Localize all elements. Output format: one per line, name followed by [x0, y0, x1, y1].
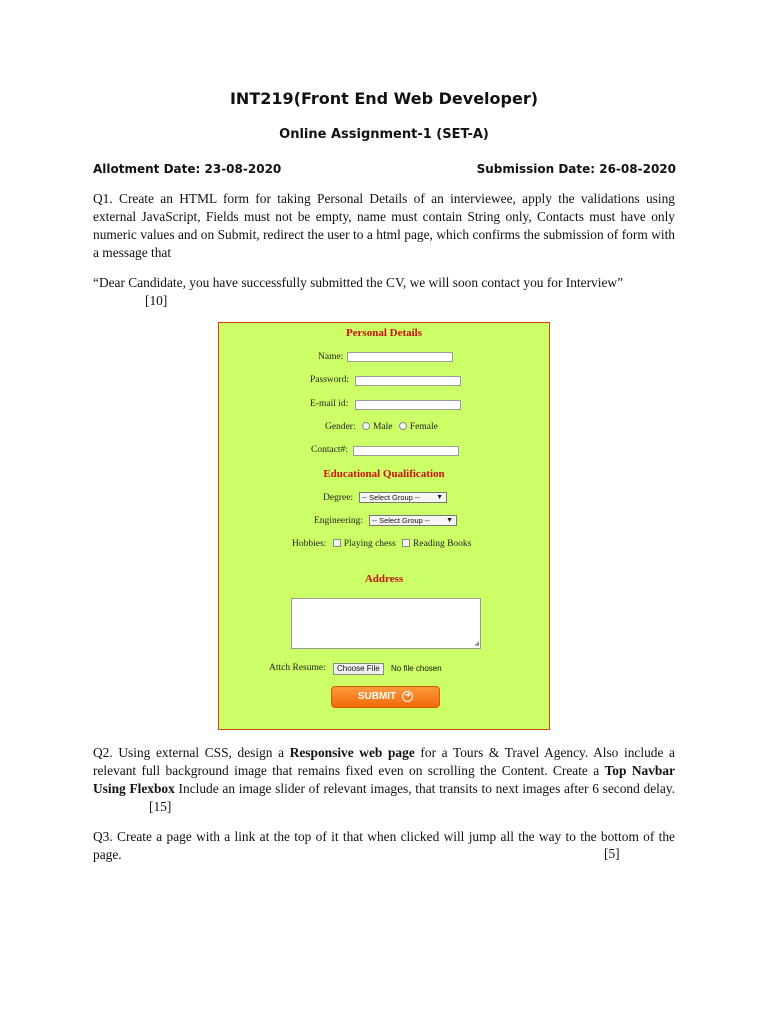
submit-button	[331, 686, 440, 708]
contact-label: Contact#:	[311, 445, 348, 455]
name-label: Name:	[318, 352, 344, 362]
gender-label: Gender:	[325, 422, 356, 432]
resume-label: Attch Resume:	[269, 663, 326, 673]
dates-row	[93, 162, 676, 176]
question-3-marks: [5]	[604, 846, 620, 861]
male-radio	[362, 422, 370, 430]
document-subtitle: Online Assignment-1 (SET-A)	[279, 127, 489, 142]
q2-bold-navbar: Top Navbar Using Flexbox	[93, 763, 675, 796]
email-label: E-mail id:	[310, 399, 349, 409]
chess-checkbox	[333, 539, 341, 547]
books-label: Reading Books	[413, 539, 472, 549]
chevron-down-icon: ▼	[436, 494, 443, 501]
personal-details-heading: Personal Details	[345, 327, 423, 339]
question-1-marks: [10]	[145, 293, 168, 308]
education-heading: Educational Qualification	[323, 468, 445, 480]
question-2-text	[93, 744, 675, 816]
female-label: Female	[409, 422, 438, 432]
name-input	[347, 352, 453, 362]
gender-row	[325, 422, 438, 432]
hobbies-row	[292, 539, 471, 549]
chess-label: Playing chess	[343, 539, 396, 549]
question-2-marks: [15]	[149, 799, 172, 814]
q2-bold-responsive: Responsive web page	[289, 745, 415, 760]
chevron-down-icon: ▼	[446, 517, 453, 524]
contact-input	[353, 446, 459, 456]
engineering-select	[369, 515, 457, 526]
books-checkbox	[402, 539, 410, 547]
question-1-text: Q1. Create an HTML form for taking Personal Details of an interviewee, apply the validations using external JavaScript, Fields must not be empty, name must contain String only, Contacts must have only numeric values and on Submit, redirect the user to a html page, which confirms the submission of form with a message that	[93, 191, 675, 260]
document-title: INT219(Front End Web Developer)	[229, 89, 539, 108]
hobbies-label: Hobbies:	[292, 539, 327, 549]
email-input	[355, 400, 461, 410]
allotment-date: Allotment Date: 23-08-2020	[93, 162, 282, 176]
resize-grip-icon: ◢	[474, 641, 479, 647]
no-file-text: No file chosen	[391, 664, 442, 673]
password-input	[355, 376, 461, 386]
personal-details-form-image	[218, 322, 550, 730]
question-1-quote: “Dear Candidate, you have successfully submitted the CV, we will soon contact you for Interview”	[93, 275, 624, 290]
engineering-label: Engineering:	[314, 516, 364, 526]
submit-label: SUBMIT	[357, 691, 397, 702]
degree-select-value: -- Select Group --	[362, 493, 420, 502]
degree-select	[359, 492, 447, 503]
submission-date: Submission Date: 26-08-2020	[476, 162, 676, 176]
engineering-select-value: -- Select Group --	[372, 516, 430, 525]
arrow-right-circle-icon: ➜	[402, 691, 413, 702]
q2-suffix: Include an image slider of relevant images, that transits to next images after 6 second delay.	[174, 781, 675, 796]
address-heading: Address	[364, 573, 404, 585]
choose-file-button: Choose File	[333, 663, 384, 675]
password-label: Password:	[310, 375, 350, 385]
male-label: Male	[372, 422, 393, 432]
q2-mid: for a Tours & Travel Agency. Also include a relevant full background image that remains fixed even on scrolling the Content. Create a	[93, 745, 675, 778]
q2-prefix: Q2. Using external CSS, design a	[93, 745, 290, 760]
address-textarea	[291, 598, 481, 649]
degree-label: Degree:	[323, 493, 354, 503]
question-3-text: Q3. Create a page with a link at the top of it that when clicked will jump all the way to the bottom of the page.	[93, 829, 675, 862]
female-radio	[399, 422, 407, 430]
